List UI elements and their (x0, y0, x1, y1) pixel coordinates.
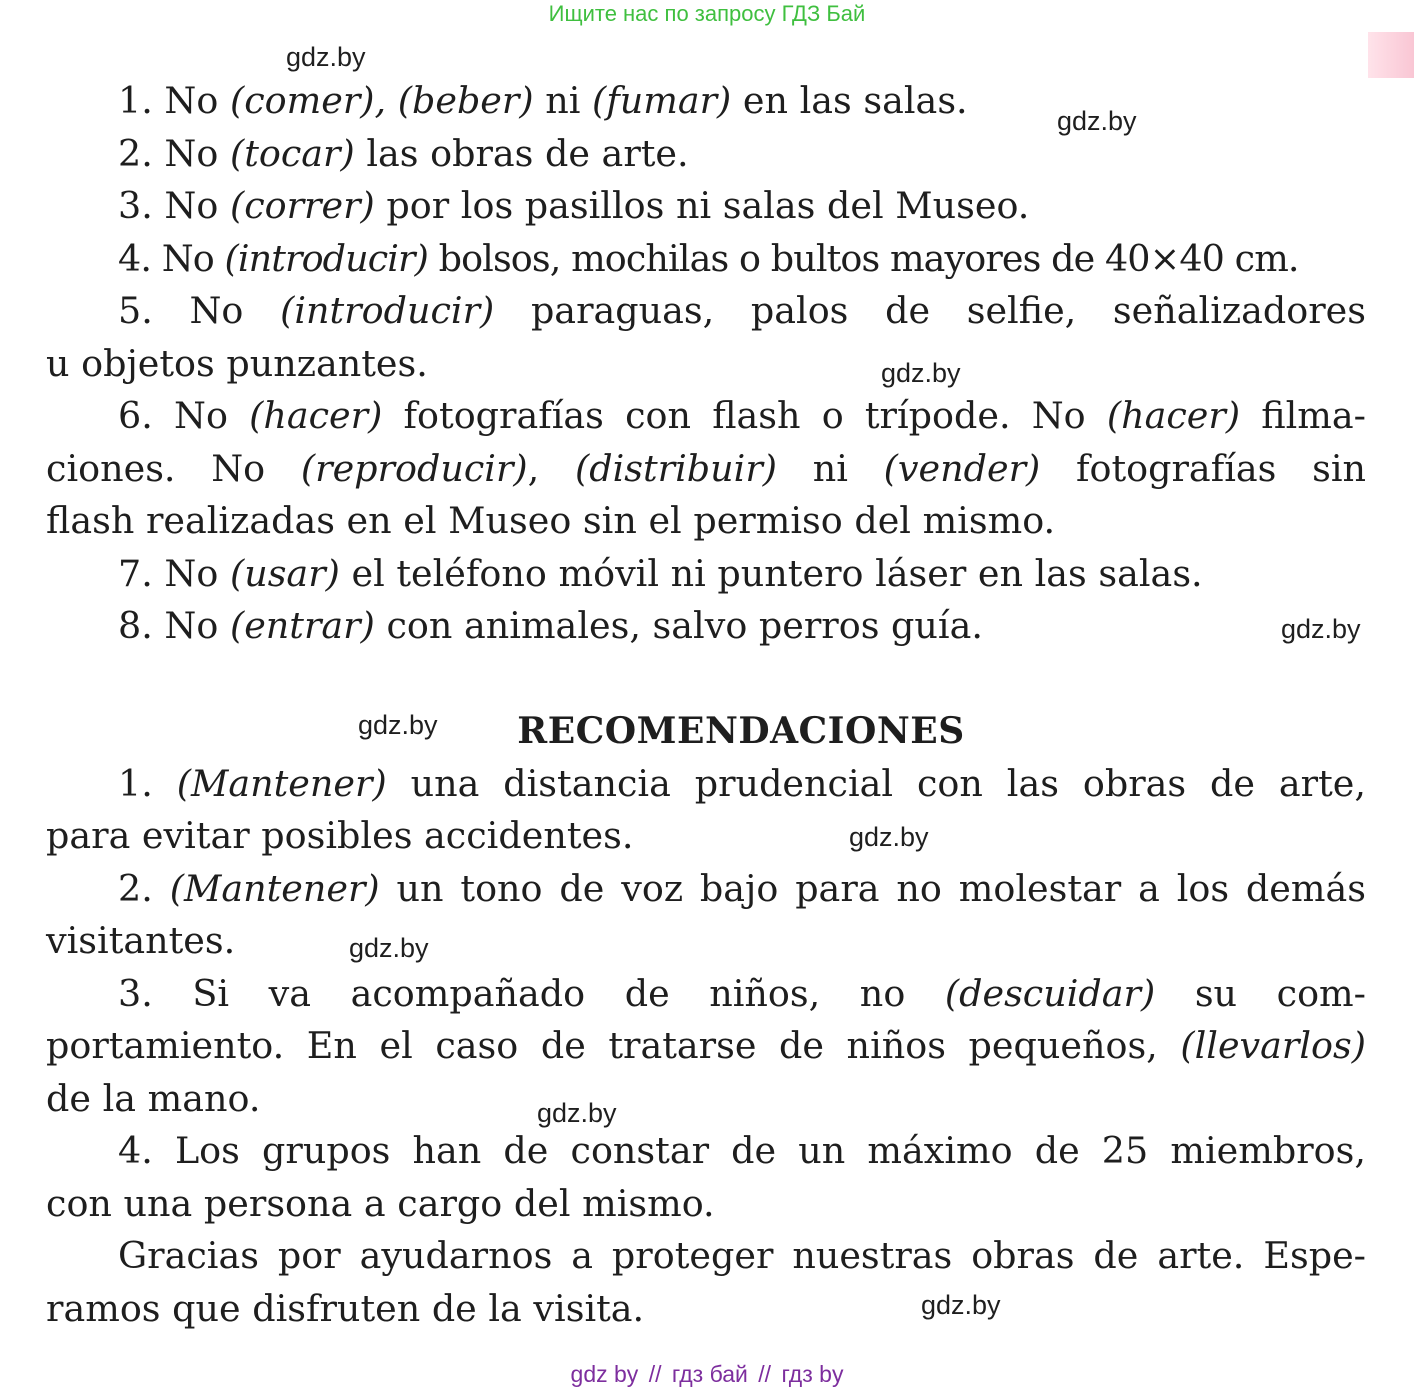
watermark: gdz.by (849, 822, 929, 852)
rule-2: 2. No (tocar) las obras de arte. (118, 131, 689, 175)
corner-decoration (1368, 32, 1414, 78)
footer-link[interactable]: gdz by (570, 1361, 639, 1387)
rule-7: 7. No (usar) el teléfono móvil ni puntero láser en las salas. (118, 551, 1203, 595)
footer-separator: // (648, 1361, 662, 1387)
rule-6-cont: ciones. No (reproducir), (distribuir) ni (vender) fotografías sin (46, 446, 1367, 490)
watermark: gdz.by (1057, 106, 1137, 136)
rule-1: 1. No (comer), (beber) ni (fumar) en las salas. (118, 79, 968, 122)
watermark: gdz.by (349, 933, 429, 963)
watermark: gdz.by (537, 1098, 617, 1128)
rule-8: 8. No (entrar) con animales, salvo perros guía. (118, 604, 983, 647)
watermark: gdz.by (1281, 614, 1361, 644)
rule-5-cont: u objetos punzantes. (46, 341, 428, 385)
recommendation-4-cont: con una persona a cargo del mismo. (46, 1181, 715, 1225)
rule-6: 6. No (hacer) fotografías con flash o trípode. No (hacer) filma- (118, 394, 1366, 437)
rule-5: 5. No (introducir) paraguas, palos de selfie, señalizadores (118, 289, 1366, 332)
recommendation-4: 4. Los grupos han de constar de un máximo de 25 miembros, (118, 1129, 1366, 1172)
watermark: gdz.by (921, 1290, 1001, 1320)
recommendation-1-cont: para evitar posibles accidentes. (46, 814, 634, 857)
footer-separator: // (758, 1361, 772, 1387)
recommendation-2-cont: visitantes. (46, 919, 236, 962)
section-gap (46, 653, 1366, 706)
closing-text: Gracias por ayudarnos a proteger nuestras obras de arte. Espe- (118, 1234, 1366, 1277)
watermark: gdz.by (881, 358, 961, 388)
watermark: gdz.by (286, 42, 366, 72)
recommendation-3-cont: portamiento. En el caso de tratarse de niños pequeños, (llevarlos) (46, 1024, 1366, 1067)
closing-text-cont: ramos que disfruten de la visita. (46, 1286, 645, 1330)
watermark: gdz.by (358, 710, 438, 740)
rule-4: 4. No (introducir) bolsos, mochilas o bultos mayores de 40×40 cm. (118, 236, 1299, 280)
document-body (46, 75, 1366, 1335)
recommendation-2: 2. (Mantener) un tono de voz bajo para no molestar a los demás (118, 866, 1367, 910)
top-banner[interactable]: Ищите нас по запросу ГДЗ Бай (548, 1, 866, 26)
rule-6-cont: flash realizadas en el Museo sin el permiso del mismo. (46, 499, 1056, 542)
footer-links (0, 1360, 1414, 1388)
footer-link[interactable]: гдз by (781, 1361, 844, 1387)
recommendation-1: 1. (Mantener) una distancia prudencial con las obras de arte, (118, 761, 1366, 805)
section-heading: RECOMENDACIONES (517, 710, 965, 752)
rule-3: 3. No (correr) por los pasillos ni salas del Museo. (118, 184, 1030, 227)
footer-link[interactable]: гдз бай (671, 1361, 748, 1387)
recommendation-3: 3. Si va acompañado de niños, no (descuidar) su com- (118, 971, 1366, 1015)
recommendation-3-cont: de la mano. (46, 1076, 261, 1120)
